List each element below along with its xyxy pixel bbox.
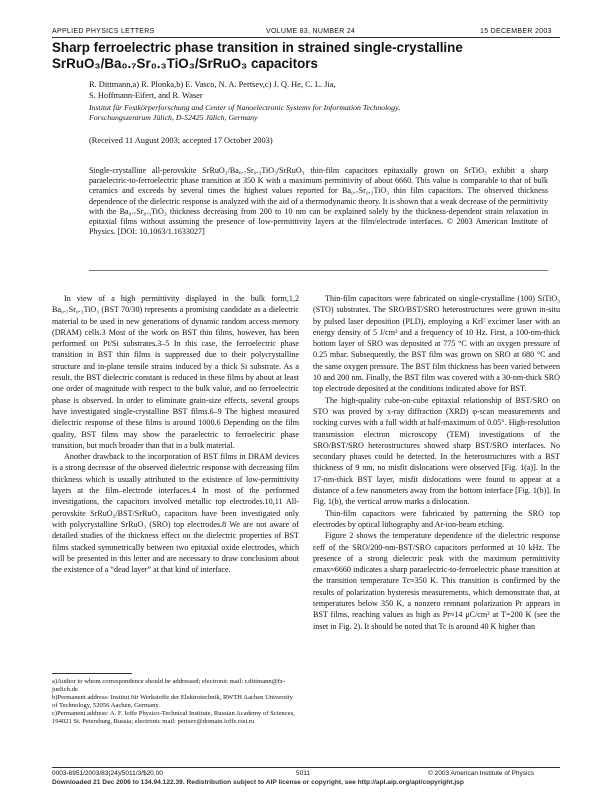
title-line-1: Sharp ferroelectric phase transition in strained single-crystalline [52, 40, 463, 55]
footnote: b)Permanent address: Institut für Werkstoffe der Elektrotechnik, RWTH Aachen University of Technology, 52056 Aachen, Germany. [52, 694, 293, 710]
footnote: a)Author to whom correspondence should be addressed; electronic mail: r.dittmann@fz-juelich.de [52, 678, 286, 694]
download-notice: Downloaded 21 Dec 2006 to 134.94.122.39. Redistribution subject to AIP license or copyright, see http://apl.aip.org/apl/copyright.jsp [52, 779, 464, 786]
copyright: © 2003 American Institute of Physics [428, 770, 534, 777]
page-number: 5011 [296, 770, 310, 777]
title-line-2: SrRuO₃/Ba₀.₇Sr₀.₃TiO₃/SrRuO₃ capacitors [52, 56, 318, 71]
journal-name: APPLIED PHYSICS LETTERS [52, 28, 155, 35]
author-list [89, 80, 569, 101]
paragraph: The high-quality cube-on-cube epitaxial relationship of BST/SRO on STO was proved by x-ray diffraction (XRD) φ-scan measurements and rocking curves with a full width at half-maximum of 0.05°. High-resolution transmission electron microscopy (TEM) investigations of the SRO/BST/SRO heterostructures showed sharp BST/SRO interfaces. No secondary phases could be detected. In the heterostructures with a BST thickness of 9 nm, no misfit dislocations were observed [Fig. 1(a)]. In the 17-nm-thick BST layer, misfit dislocations were found to appear at a distance of a few nanometers away from the bottom interface [Fig. 1(b)]. In Fig. 1(b), the vertical arrow marks a dislocation. [313, 395, 560, 507]
right-column [313, 293, 560, 632]
affiliation-line-2: Forschungszentrum Jülich, D-52425 Jülich, Germany [89, 112, 258, 122]
authors-line-1: R. Dittmann,a) R. Plonka,b) E. Vasco, N. A. Pertsev,c) J. Q. He, C. L. Jia, [89, 80, 336, 89]
paragraph: In view of a high permittivity displayed in the bulk form,1,2 Ba₀.₇Sr₀.₃TiO₃ (BST 70/30) represents a promising candidate as a dielectric material to be used in new generations of dynamic random access memory (DRAM) cells.3 Most of the work on BST thin films, however, has been performed on Pt/Si substrates.3–5 In this case, the ferroelectric phase transition in BST thin films is suppressed due to their polycrystalline structure and in-plane tensile strains induced by a thick Si substrate. As a result, the BST dielectric constant is reduced in these films by about at least one order of magnitude with respect to the bulk value, and no ferroelectric phase is observed. In order to eliminate grain-size effects, several groups have investigated single-crystalline BST films.6–9 The highest measured dielectric response of these films is around 1000.6 Depending on the film quality, BST films may show the paraelectric to ferroelectric phase transition, but much broader than that in a bulk material. [52, 294, 299, 450]
footer-rule [52, 767, 560, 768]
paper-title [52, 40, 572, 72]
article-code: 0003-6951/2003/83(24)/5011/3/$20.00 [52, 770, 163, 777]
left-column [52, 293, 299, 575]
affiliation-line-1: Institut für Festkörperforschung and Center of Nanoelectronic Systems for Information Technology, [89, 103, 401, 112]
received-dates: (Received 11 August 2003; accepted 17 October 2003) [89, 136, 273, 145]
footnotes [52, 678, 299, 727]
abstract-rule [89, 270, 548, 271]
footnote: c)Permanent address: A. F. Ioffe Physico-Technical Institute, Russian Academy of Sciences, 194021 St. Petersburg, Russia; electronic mail: pertsev@domain.ioffe.rssi.ru [52, 710, 295, 726]
paragraph: Figure 2 shows the temperature dependence of the dielectric response εeff of the SRO/200-nm-BST/SRO capacitors performed at 10 kHz. The presence of a strong dielectric peak with the maximum permittivity εmax≈6660 indicates a sharp paraelectric-to-ferroelectric phase transition at the transition temperature Tc≈350 K. This transition is confirmed by the results of polarization hysteresis measurements, which demonstrate that, at temperatures below 350 K, a nonzero remnant polarization Pr appears in BST films, reaching values as high as Pr≈14 μC/cm² at T=200 K (see the inset in Fig. 2). It should be noted that Tc is around 40 K higher than [313, 531, 560, 631]
volume-info: VOLUME 83, NUMBER 24 [266, 28, 356, 35]
footnote-rule [52, 673, 132, 674]
affiliation [89, 103, 569, 122]
paragraph: Thin-film capacitors were fabricated by patterning the SRO top electrodes by optical lithography and Ar-ion-beam etching. [313, 508, 560, 529]
issue-date: 15 DECEMBER 2003 [480, 28, 552, 35]
abstract: Single-crystalline all-perovskite SrRuO₃/Ba₀.₇Sr₀.₃TiO₃/SrRuO₃ thin-film capacitors epitaxially grown on SrTiO₃ exhibit a sharp paraelectric-to-ferroelectric phase transition at 350 K with a maximum permittivity of about 6660. This value is comparable to that of bulk ceramics and exceeds by several times the highest values reported for Ba₀.₇Sr₀.₃TiO₃ thin film capacitors. The observed thickness dependence of the dielectric response is analyzed with the aid of a thermodynamic theory. It is shown that a weak decrease of the permittivity with the Ba₀.₇Sr₀.₃TiO₃ thickness decreasing from 200 to 10 nm can be explained solely by the thickness-dependent strain relaxation in epitaxial films without assuming the presence of low-permittivity layers at the film/electrode interfaces. © 2003 American Institute of Physics. [DOI: 10.1063/1.1633027] [89, 166, 548, 237]
authors-line-2: S. Hoffmann-Eifert, and R. Waser [89, 90, 203, 100]
header-rule [52, 37, 560, 38]
paragraph: Another drawback to the incorporation of BST films in DRAM devices is a strong decrease of the observed dielectric response with decreasing film thickness which is usually attributed to the existence of low-permittivity layers at the film–electrode interfaces.4 In most of the performed investigations, the capacitors involved metallic top electrodes.10,11 All-perovskite SrRuO₃/BST/SrRuO₃ capacitors have been investigated only with polycrystalline SrRuO₃ (SRO) top electrodes.8 We are not aware of detailed studies of the thickness effect on the dielectric properties of BST films stacked symmetrically between two epitaxial oxide electrodes, which will be presented in this letter and are necessary to draw conclusions about the existence of a “dead layer” at that kind of interface. [52, 452, 299, 575]
paragraph: Thin-film capacitors were fabricated on single-crystalline (100) SiTiO₃ (STO) substrates. The SRO/BST/SRO heterostructures were grown in-situ by pulsed laser deposition (PLD), employing a KrF excimer laser with an energy density of 5 J/cm² and a frequency of 10 Hz. First, a 100-nm-thick bottom layer of SRO was deposited at 775 °C with an oxygen pressure of 0.25 mbar. Subsequently, the BST film was grown on SRO at 680 °C and the same oxygen pressure. The BST film thickness has been varied between 10 and 200 nm. Finally, the BST film was covered with a 30-nm-thick SRO top electrode deposited at the conditions indicated above for BST. [313, 294, 560, 394]
